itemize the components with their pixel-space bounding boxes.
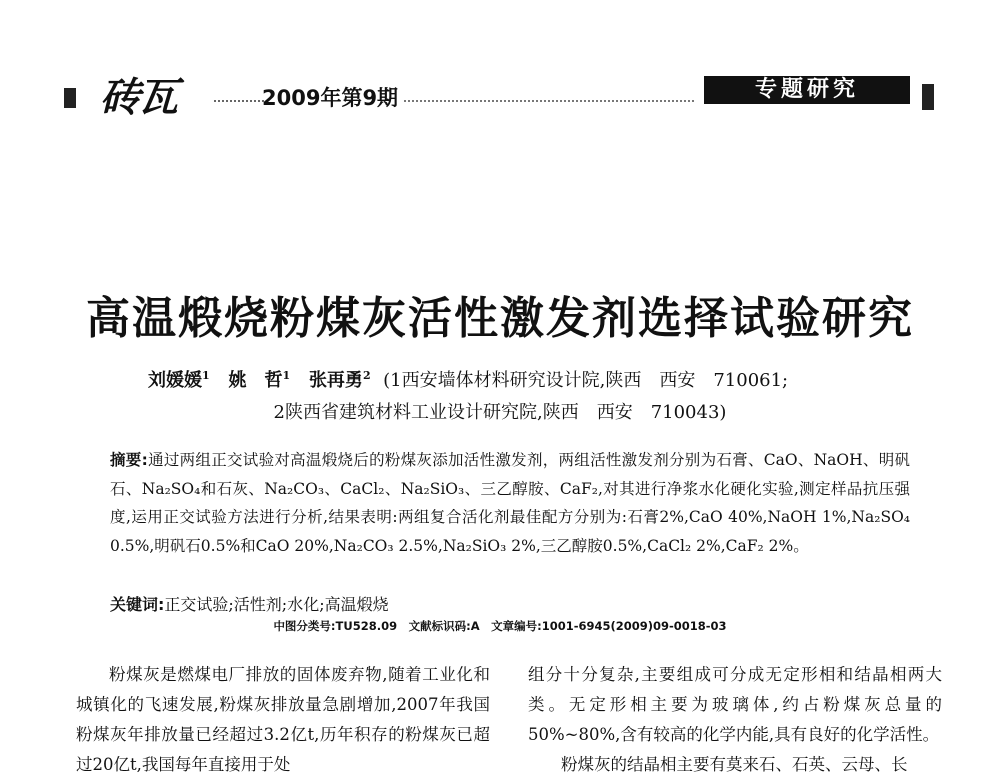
body-paragraph: 粉煤灰的结晶相主要有莫来石、石英、云母、长 xyxy=(561,755,908,774)
header-left-bar xyxy=(64,88,76,108)
header-divider-center xyxy=(404,100,694,102)
keywords-label: 关键词: xyxy=(110,595,165,614)
journal-logo: 砖瓦 xyxy=(100,74,176,121)
abstract xyxy=(110,446,910,560)
section-label: 专题研究 xyxy=(704,76,910,104)
keywords-text: 正交试验;活性剂;水化;高温煅烧 xyxy=(164,595,389,614)
body-paragraph: 组分十分复杂,主要组成可分成无定形相和结晶相两大类。无定形相主要为玻璃体,约占粉煤灰总量的50%~80%,含有较高的化学内能,具有良好的化学活性。 xyxy=(528,665,942,744)
author-sup: 2 xyxy=(362,369,371,382)
affiliation-1: (1西安墙体材料研究设计院,陕西 西安 710061; xyxy=(383,370,789,391)
abstract-label: 摘要: xyxy=(110,451,148,469)
article-title: 高温煅烧粉煤灰活性激发剂选择试验研究 xyxy=(86,293,914,344)
body-paragraph: 粉煤灰是燃煤电厂排放的固体废弃物,随着工业化和城镇化的飞速发展,粉煤灰排放量急剧增加,2007年我国粉煤灰年排放量已经超过3.2亿t,历年积存的粉煤灰已超过20亿t,我国每年直接用于处 xyxy=(76,665,490,774)
header-divider-left xyxy=(214,100,264,102)
page-header xyxy=(64,58,934,121)
classification-line: 中图分类号:TU528.09 文献标识码:A 文章编号:1001-6945(2009)09-0018-03 xyxy=(273,619,727,633)
body-column-right xyxy=(528,660,942,780)
author-name: 刘媛媛 xyxy=(148,370,202,391)
author-name: 姚 哲 xyxy=(228,370,283,391)
keywords xyxy=(110,592,389,615)
author-line xyxy=(148,366,788,392)
affiliation-2: 2陕西省建筑材料工业设计研究院,陕西 西安 710043) xyxy=(273,402,727,423)
author-sup: 1 xyxy=(282,369,291,382)
abstract-text: 通过两组正交试验对高温煅烧后的粉煤灰添加活性激发剂，两组活性激发剂分别为石膏、CaO、NaOH、明矾石、Na₂SO₄和石灰、Na₂CO₃、CaCl₂、Na₂SiO₃、三乙醇胺、CaF₂,对其进行净浆水化硬化实验,测定样品抗压强度,运用正交试验方法进行分析,结果表明:两组复合活化剂最佳配方分别为:石膏2%,CaO 40%,NaOH 1%,Na₂SO₄ 0.5%,明矾石0.5%和CaO 20%,Na₂CO₃ 2.5%,Na₂SiO₃ 2%,三乙醇胺0.5%,CaCl₂ 2%,CaF₂ 2%。 xyxy=(110,451,911,555)
author-sup: 1 xyxy=(202,369,210,382)
header-right-bar xyxy=(922,84,934,110)
author-name: 张再勇 xyxy=(308,370,363,391)
issue-label: 2009年第9期 xyxy=(262,86,399,110)
body-column-left xyxy=(76,660,490,780)
